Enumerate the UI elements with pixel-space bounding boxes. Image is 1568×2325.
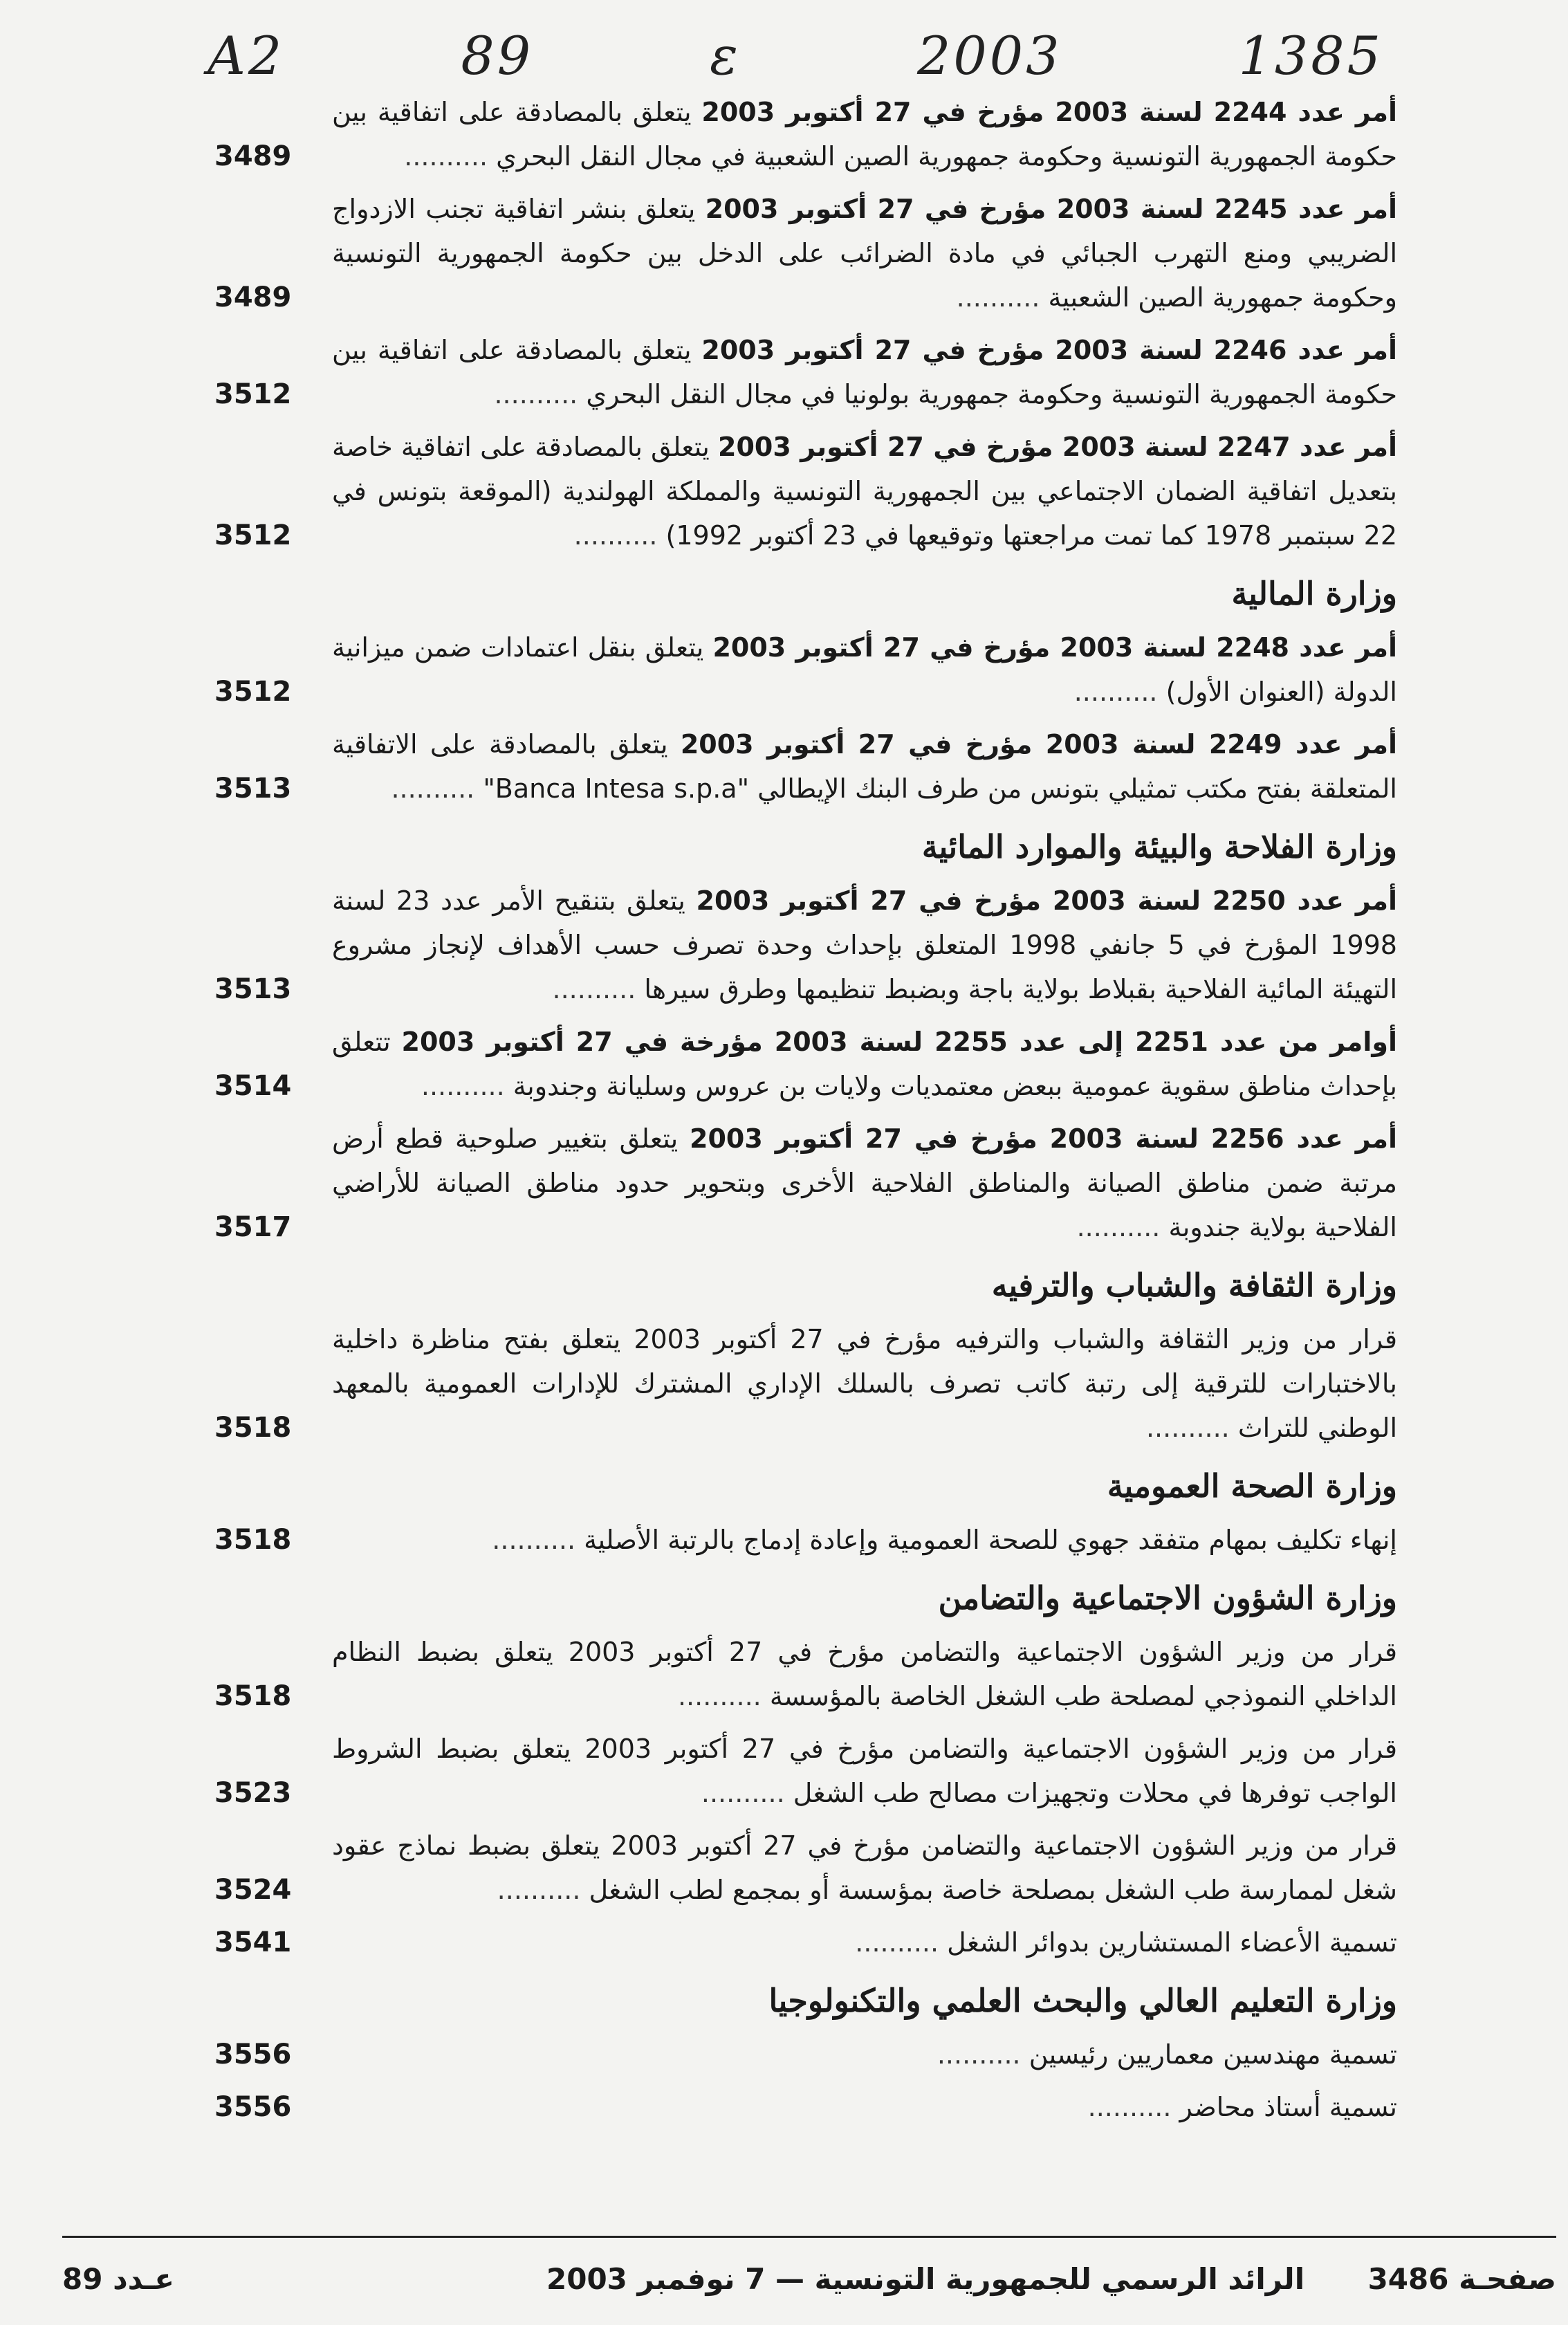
toc-entry (207, 1823, 1397, 1912)
toc-entry (207, 90, 1397, 178)
leader-dots: .......... (494, 379, 587, 410)
section-heading: وزارة الشؤون الاجتماعية والتضامن (938, 1579, 1397, 1617)
leader-dots: .......... (677, 1681, 770, 1711)
entry-text (332, 1727, 1397, 1815)
entry-text (332, 2032, 1397, 2077)
entry-description: تسمية الأعضاء المستشارين بدوائر الشغل (947, 1927, 1397, 1958)
toc-entry (207, 1630, 1397, 1718)
entry-description: إنهاء تكليف بمهام متفقد جهوي للصحة العمومية وإعادة إدماج بالرتبة الأصلية (584, 1525, 1397, 1555)
footer-divider (62, 2236, 1556, 2238)
leader-dots: .......... (1073, 677, 1166, 707)
toc-entry (207, 2085, 1397, 2129)
section-heading: وزارة الصحة العمومية (1107, 1467, 1397, 1505)
entry-page-number: 3524 (214, 1874, 292, 1906)
hand-note: ε (710, 24, 741, 86)
toc-entry (207, 328, 1397, 416)
handwritten-annotation (207, 21, 1383, 90)
section-heading: وزارة الثقافة والشباب والترفيه (991, 1267, 1397, 1304)
entry-description: قرار من وزير الشؤون الاجتماعية والتضامن مؤرخ في 27 أكتوبر 2003 يتعلق بضبط نماذج عقود شغل لممارسة طب الشغل بمصلحة خاصة بمؤسسة أو بمجمع لطب الشغل (332, 1830, 1397, 1905)
entry-text (332, 1020, 1397, 1108)
entry-text (332, 90, 1397, 178)
leader-dots: .......... (701, 1778, 793, 1808)
toc-entry (207, 1727, 1397, 1815)
toc-entry (207, 425, 1397, 558)
entry-text (332, 2085, 1397, 2129)
leader-dots: .......... (573, 520, 666, 551)
entry-description: يتعلق بتنقيح الأمر عدد 23 لسنة 1998 المؤرخ في 5 جانفي 1998 المتعلق بإحداث وحدة تصرف حسب الأهداف لإنجاز مشروع التهيئة المائية الفلاحية بقبلاط بولاية باجة وبضبط تنظيمها وطرق سيرها (332, 885, 1397, 1004)
entry-description: يتعلق بالمصادقة على اتفاقية بين حكومة الجمهورية التونسية وحكومة جمهورية بولونيا في مجال النقل البحري (332, 335, 1397, 410)
leader-dots: .......... (937, 2039, 1029, 2070)
toc-entry (207, 1518, 1397, 1562)
table-of-contents (207, 90, 1397, 2138)
entry-description: يتعلق بنشر اتفاقية تجنب الازدواج الضريبي ومنع التهرب الجبائي في مادة الضرائب على الدخل بين حكومة الجمهورية التونسية وحكومة جمهورية الصين الشعبية (332, 194, 1397, 313)
entry-text (332, 1920, 1397, 1965)
entry-description: قرار من وزير الثقافة والشباب والترفيه مؤرخ في 27 أكتوبر 2003 يتعلق بفتح مناظرة داخلية بالاختبارات للترقية إلى رتبة كاتب تصرف بالسلك الإداري المشترك للإدارات العمومية بالمعهد الوطني للتراث (332, 1324, 1397, 1443)
decree-reference: أمر عدد 2244 لسنة 2003 مؤرخ في 27 أكتوبر 2003 (701, 97, 1398, 127)
entry-description: تسمية أستاذ محاضر (1179, 2092, 1397, 2122)
entry-description: يتعلق بنقل اعتمادات ضمن ميزانية الدولة (العنوان الأول) (332, 632, 1397, 707)
decree-reference: أمر عدد 2248 لسنة 2003 مؤرخ في 27 أكتوبر 2003 (712, 632, 1398, 663)
entry-page-number: 3512 (214, 676, 292, 708)
page-number: صفحـة 3486 (1367, 2262, 1556, 2296)
toc-entry (207, 1920, 1397, 1965)
page-footer (62, 2262, 1556, 2310)
entry-page-number: 3513 (214, 973, 292, 1005)
toc-entry (207, 1116, 1397, 1249)
entry-text (332, 425, 1397, 558)
toc-entry (207, 625, 1397, 714)
leader-dots: .......... (421, 1071, 513, 1101)
entry-page-number: 3556 (214, 2039, 292, 2070)
leader-dots: .......... (855, 1927, 948, 1958)
leader-dots: .......... (1076, 1212, 1169, 1242)
decree-reference: أمر عدد 2245 لسنة 2003 مؤرخ في 27 أكتوبر 2003 (705, 194, 1397, 224)
entry-page-number: 3512 (214, 520, 292, 551)
entry-description: يتعلق بالمصادقة على اتفاقية خاصة بتعديل اتفاقية الضمان الاجتماعي بين الجمهورية التونسية والمملكة الهولندية (الموقعة بتونس في 22 سبتمبر 1978 كما تمت مراجعتها وتوقيعها في 23 أكتوبر 1992) (332, 432, 1397, 551)
entry-text (332, 1518, 1397, 1562)
entry-text (332, 879, 1397, 1011)
entry-page-number: 3518 (214, 1524, 292, 1556)
decree-reference: أمر عدد 2249 لسنة 2003 مؤرخ في 27 أكتوبر 2003 (680, 729, 1397, 760)
entry-description: قرار من وزير الشؤون الاجتماعية والتضامن مؤرخ في 27 أكتوبر 2003 يتعلق بضبط الشروط الواجب توفرها في محلات وتجهيزات مصالح طب الشغل (332, 1734, 1398, 1808)
section-heading: وزارة التعليم العالي والبحث العلمي والتكنولوجيا (768, 1982, 1397, 2019)
entry-page-number: 3489 (214, 282, 292, 313)
decree-reference: أوامر من عدد 2251 إلى عدد 2255 لسنة 2003 مؤرخة في 27 أكتوبر 2003 (401, 1027, 1397, 1057)
entry-page-number: 3514 (214, 1070, 292, 1102)
toc-entry (207, 1317, 1397, 1450)
decree-reference: أمر عدد 2256 لسنة 2003 مؤرخ في 27 أكتوبر 2003 (690, 1123, 1398, 1154)
toc-entry (207, 879, 1397, 1011)
entry-description: يتعلق بالمصادقة على اتفاقية بين حكومة الجمهورية التونسية وحكومة جمهورية الصين الشعبية في مجال النقل البحري (332, 97, 1397, 172)
hand-note: 89 (461, 24, 534, 86)
leader-dots: .......... (404, 141, 497, 172)
leader-dots: .......... (1087, 2092, 1180, 2122)
decree-reference: أمر عدد 2246 لسنة 2003 مؤرخ في 27 أكتوبر 2003 (701, 335, 1398, 365)
toc-entry (207, 722, 1397, 811)
section-heading: وزارة الفلاحة والبيئة والموارد المائية (921, 828, 1397, 865)
entry-text (332, 625, 1397, 714)
hand-note: 1385 (1238, 24, 1383, 86)
entry-page-number: 3518 (214, 1412, 292, 1444)
hand-note: A2 (207, 24, 285, 86)
entry-page-number: 3489 (214, 140, 292, 172)
hand-note: 2003 (917, 24, 1062, 86)
entry-page-number: 3512 (214, 378, 292, 410)
toc-entry (207, 1020, 1397, 1108)
entry-description: تسمية مهندسين معماريين رئيسين (1029, 2039, 1397, 2070)
entry-text (332, 1317, 1397, 1450)
entry-text (332, 722, 1397, 811)
entry-description: يتعلق بالمصادقة على الاتفاقية المتعلقة بفتح مكتب تمثيلي بتونس من طرف البنك الإيطالي "Banca Intesa s.p.a" (332, 729, 1397, 804)
entry-page-number: 3518 (214, 1680, 292, 1712)
entry-text (332, 328, 1397, 416)
leader-dots: .......... (497, 1875, 589, 1905)
decree-reference: أمر عدد 2247 لسنة 2003 مؤرخ في 27 أكتوبر 2003 (718, 432, 1398, 462)
entry-page-number: 3556 (214, 2091, 292, 2123)
leader-dots: .......... (552, 974, 645, 1004)
entry-text (332, 1116, 1397, 1249)
entry-page-number: 3523 (214, 1777, 292, 1809)
entry-text (332, 187, 1397, 320)
toc-entry (207, 2032, 1397, 2077)
entry-text (332, 1823, 1397, 1912)
leader-dots: .......... (1145, 1413, 1238, 1443)
toc-entry (207, 187, 1397, 320)
leader-dots: .......... (492, 1525, 584, 1555)
entry-text (332, 1630, 1397, 1718)
entry-description: يتعلق بتغيير صلوحية قطع أرض مرتبة ضمن مناطق الصيانة والمناطق الفلاحية الأخرى وبتحوير حدود مناطق الصيانة للأراضي الفلاحية بولاية جندوبة (332, 1123, 1397, 1242)
entry-description: قرار من وزير الشؤون الاجتماعية والتضامن مؤرخ في 27 أكتوبر 2003 يتعلق بضبط النظام الداخلي النموذجي لمصلحة طب الشغل الخاصة بالمؤسسة (332, 1637, 1397, 1711)
entry-page-number: 3541 (214, 1927, 292, 1958)
entry-description: تتعلق بإحداث مناطق سقوية عمومية ببعض معتمديات ولايات بن عروس وسليانة وجندوبة (332, 1027, 1397, 1101)
decree-reference: أمر عدد 2250 لسنة 2003 مؤرخ في 27 أكتوبر 2003 (696, 885, 1398, 916)
entry-page-number: 3517 (214, 1211, 292, 1243)
leader-dots: .......... (391, 773, 483, 804)
publication-title: الرائد الرسمي للجمهورية التونسية — 7 نوفمبر 2003 (546, 2262, 1305, 2296)
leader-dots: .......... (956, 282, 1049, 313)
entry-page-number: 3513 (214, 773, 292, 805)
issue-number: عـدد 89 (62, 2262, 174, 2296)
section-heading: وزارة المالية (1231, 575, 1397, 612)
